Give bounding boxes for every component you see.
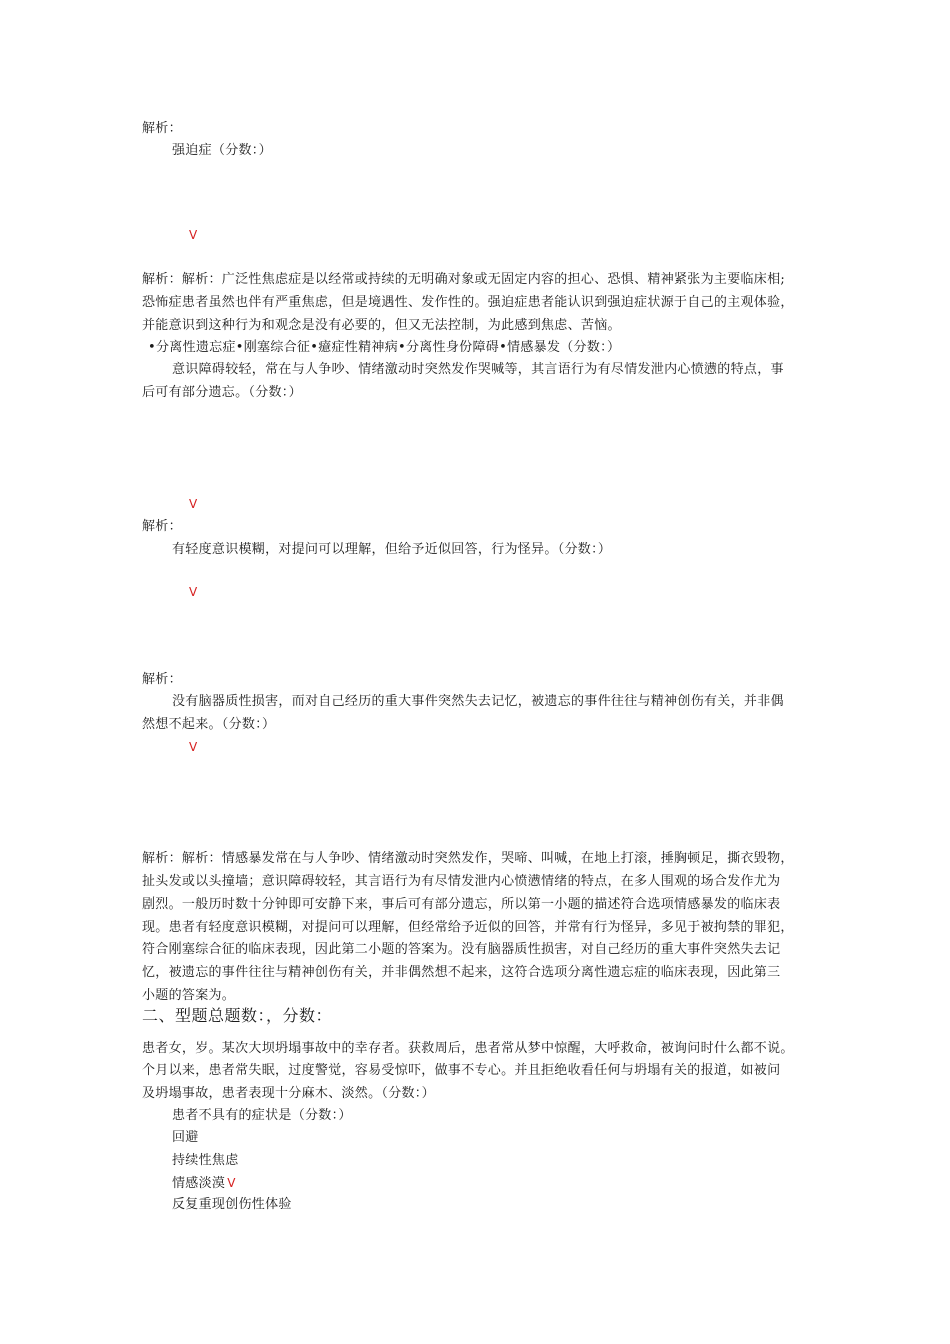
answer-mark: V	[189, 497, 198, 511]
case-line: 个月以来，患者常失眠，过度警觉，容易受惊吓，做事不专心。并且拒绝收看任何与坍塌有关的报道，如被问	[142, 1063, 781, 1078]
analysis-line: 恐怖症患者虽然也伴有严重焦虑，但是境遇性、发作性的。强迫症患者能认识到强迫症状源于自己的主观体验，	[142, 295, 794, 310]
question-line: 意识障碍较轻，常在与人争吵、情绪激动时突然发作哭喊等，其言语行为有尽情发泄内心愤懑的特点，事	[172, 362, 784, 377]
analysis-line: 解析：解析：广泛性焦虑症是以经常或持续的无明确对象或无固定内容的担心、恐惧、精神紧张为主要临床相;	[142, 272, 786, 287]
analysis-line: 小题的答案为。	[142, 988, 236, 1003]
option-item: 反复重现创伤性体验	[172, 1197, 292, 1212]
question-text: 患者不具有的症状是（分数：）	[172, 1108, 352, 1123]
option-item: 持续性焦虑	[172, 1153, 239, 1168]
answer-mark: V	[227, 1176, 236, 1190]
answer-mark: V	[189, 740, 198, 754]
analysis-line: 剧烈。一般历时数十分钟即可安静下来，事后可有部分遗忘，所以第一小题的描述符合选项情感暴发的临床表	[142, 897, 781, 912]
answer-mark: V	[189, 228, 198, 242]
option-item: 回避	[172, 1130, 199, 1145]
options-line: •分离性遗忘症•刚塞综合征•癔症性精神病•分离性身份障碍•情感暴发（分数：）	[148, 340, 621, 355]
analysis-label: 解析：	[142, 121, 182, 136]
case-line: 患者女，岁。某次大坝坍塌事故中的幸存者。获救周后，患者常从梦中惊醒，大呼救命，被询问时什么都不说。	[142, 1041, 794, 1056]
question-line: 然想不起来。（分数：）	[142, 717, 276, 732]
analysis-line: 现。患者有轻度意识模糊，对提问可以理解，但经常给予近似的回答，并常有行为怪异，多见于被拘禁的罪犯，	[142, 920, 794, 935]
option-label: 情感淡漠	[172, 1176, 226, 1191]
analysis-label: 解析：	[142, 672, 182, 687]
option-item-correct	[172, 1175, 236, 1192]
analysis-line: 解析：解析：情感暴发常在与人争吵、情绪激动时突然发作，哭啼、叫喊，在地上打滚，捶胸顿足，撕衣毁物，	[142, 851, 794, 866]
question-line: 后可有部分遗忘。（分数：）	[142, 385, 302, 400]
question-line: 没有脑器质性损害，而对自己经历的重大事件突然失去记忆，被遗忘的事件往往与精神创伤有关，并非偶	[172, 694, 784, 709]
analysis-line: 符合刚塞综合征的临床表现，因此第二小题的答案为。没有脑器质性损害，对自己经历的重大事件突然失去记	[142, 942, 781, 957]
analysis-label: 解析：	[142, 519, 182, 534]
answer-mark: V	[189, 585, 198, 599]
section-title: 二、型题总题数：，分数：	[142, 1006, 333, 1025]
question-text: 有轻度意识模糊，对提问可以理解，但给予近似回答，行为怪异。（分数：）	[172, 542, 612, 557]
analysis-line: 扯头发或以头撞墙；意识障碍较轻，其言语行为有尽情发泄内心愤懑情绪的特点，在多人围观的场合发作尤为	[142, 874, 781, 889]
case-line: 及坍塌事故，患者表现十分麻木、淡然。（分数：）	[142, 1086, 435, 1101]
question-text: 强迫症（分数：）	[172, 143, 272, 158]
analysis-line: 并能意识到这种行为和观念是没有必要的，但又无法控制，为此感到焦虑、苦恼。	[142, 318, 621, 333]
analysis-line: 忆，被遗忘的事件往往与精神创伤有关，并非偶然想不起来，这符合选项分离性遗忘症的临床表现，因此第三	[142, 965, 781, 980]
